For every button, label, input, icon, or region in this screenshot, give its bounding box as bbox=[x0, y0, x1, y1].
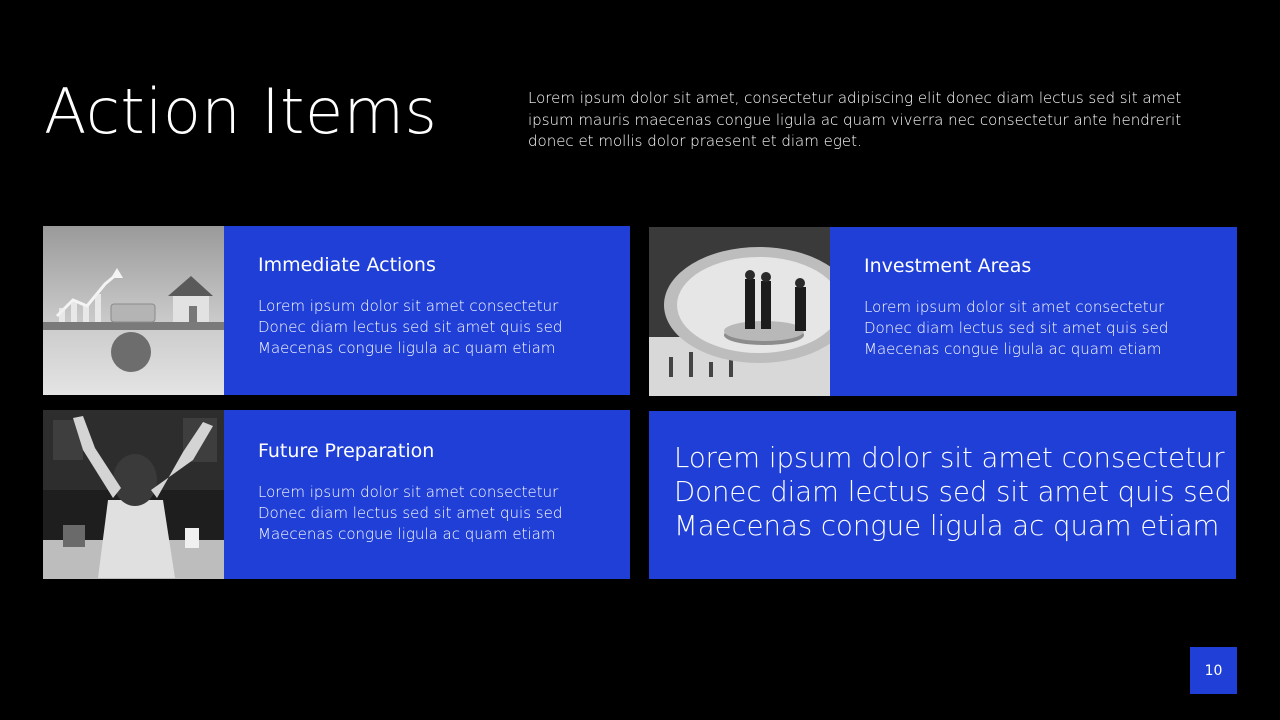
celebrating-person-at-desk-photo bbox=[43, 410, 224, 579]
card-body-line: Lorem ipsum dolor sit amet consectetur bbox=[258, 297, 559, 315]
card-body-line: Maecenas congue ligula ac quam etiam bbox=[258, 525, 556, 543]
card-immediate-actions bbox=[43, 226, 630, 395]
highlight-line: Maecenas congue ligula ac quam etiam bbox=[674, 510, 1220, 542]
highlight-card bbox=[649, 411, 1236, 579]
card-investment-areas bbox=[649, 227, 1237, 396]
card-text bbox=[258, 440, 610, 545]
card-body-line: Maecenas congue ligula ac quam etiam bbox=[258, 339, 556, 357]
card-heading: Future Preparation bbox=[258, 440, 435, 462]
card-body bbox=[258, 482, 610, 545]
card-body bbox=[864, 297, 1217, 360]
card-text bbox=[258, 254, 610, 359]
highlight-line: Donec diam lectus sed sit amet quis sed bbox=[674, 476, 1232, 508]
card-body-line: Donec diam lectus sed sit amet quis sed bbox=[258, 318, 563, 336]
intro-paragraph: Lorem ipsum dolor sit amet, consectetur adipiscing elit donec diam lectus sed sit amet ipsum mauris maecenas congue ligula ac quam viverra nec consectetur ante hendrerit donec et mollis dolor praesent et diam eget. bbox=[528, 89, 1182, 150]
card-body-line: Maecenas congue ligula ac quam etiam bbox=[864, 340, 1162, 358]
page-number: 10 bbox=[1204, 662, 1223, 679]
card-body bbox=[258, 296, 610, 359]
card-text bbox=[864, 255, 1217, 360]
slide-title: Action Items bbox=[44, 75, 438, 148]
businessmen-on-magnifying-glass-photo bbox=[649, 227, 830, 396]
highlight-text bbox=[674, 441, 1232, 543]
card-body-line: Lorem ipsum dolor sit amet consectetur bbox=[864, 298, 1165, 316]
highlight-line: Lorem ipsum dolor sit amet consectetur bbox=[674, 442, 1225, 474]
card-body-line: Lorem ipsum dolor sit amet consectetur bbox=[258, 483, 559, 501]
card-heading: Immediate Actions bbox=[258, 254, 436, 276]
card-heading: Investment Areas bbox=[864, 255, 1032, 277]
card-body-line: Donec diam lectus sed sit amet quis sed bbox=[258, 504, 563, 522]
house-and-gold-on-balance-photo bbox=[43, 226, 224, 395]
page-number-badge bbox=[1190, 647, 1237, 694]
card-future-preparation bbox=[43, 410, 630, 579]
card-body-line: Donec diam lectus sed sit amet quis sed bbox=[864, 319, 1169, 337]
